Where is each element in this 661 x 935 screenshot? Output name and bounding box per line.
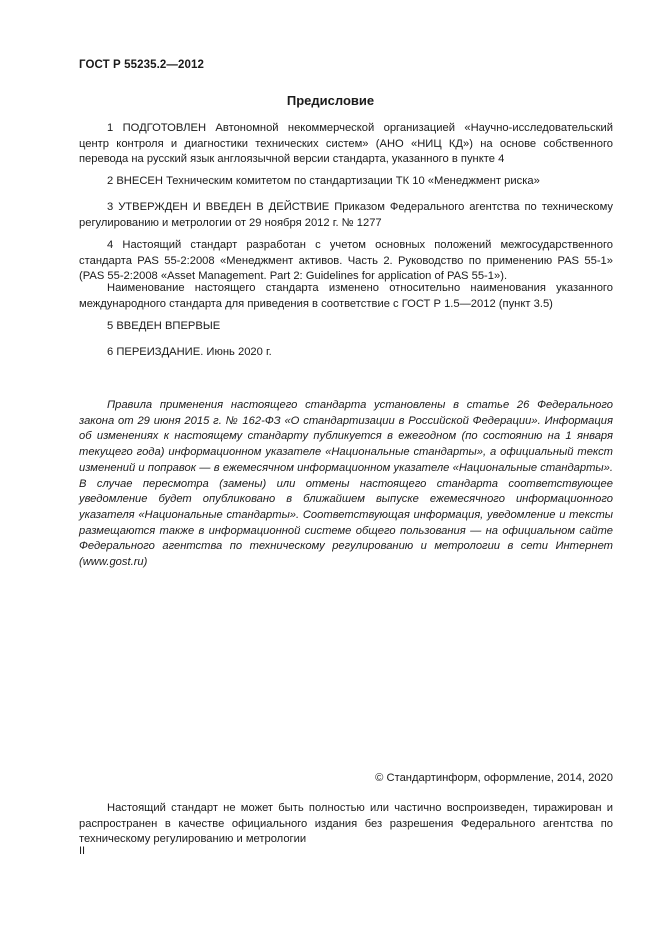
item-text: Настоящий стандарт разработан с учетом основных положений межгосударственного стандарта PAS 55-2:2008 «Менеджмент активов. Часть 2. Руководство по применению PAS 55-1» (PAS 55-2:2008 «Asset Management. Part 2: Guidelines for application of PAS 55-1»).: [79, 239, 614, 282]
foreword-item-4: [79, 238, 613, 285]
item-text: Техническим комитетом по стандартизации ТК 10 «Менеджмент риска»: [162, 175, 540, 187]
page-title: Предисловие: [286, 93, 375, 108]
item-number: 4: [107, 239, 114, 251]
item-text: Наименование настоящего стандарта изменено относительно наименования указанного международного стандарта для приведения в соответствие с ГОСТ Р 1.5—2012 (пункт 3.5): [79, 282, 613, 310]
item-lead: УТВЕРЖДЕН И ВВЕДЕН В ДЕЙСТВИЕ: [118, 201, 330, 213]
foreword-item-4-note: [79, 281, 613, 312]
item-text: Автономной некоммерческой организацией «Научно-исследовательский центр контроля и диагностики технических систем» (АНО «НИЦ КД») на основе собственного перевода на русский язык англоязычной версии стандарта, указанного в пункте 4: [79, 122, 613, 165]
item-number: 1: [107, 122, 114, 134]
copyright-line: © Стандартинформ, оформление, 2014, 2020: [375, 772, 613, 784]
application-rules-notice: Правила применения настоящего стандарта установлены в статье 26 Федерального закона от 29 июня 2015 г. № 162-ФЗ «О стандартизации в Российской Федерации». Информация об изменениях к настоящему стандарту публикуется в ежегодном (по состоянию на 1 января текущего года) информационном указателе «Национальные стандарты», а официальный текст изменений и поправок — в ежемесячном информационном указателе «Национальные стандарты». В случае пересмотра (замены) или отмены настоящего стандарта соответствующее уведомление будет опубликовано в ближайшем выпуске ежемесячного информационного указателя «Национальные стандарты». Соответствующая информация, уведомление и тексты размещаются также в информационной системе общего пользования — на официальном сайте Федерального агентства по техническому регулированию и метрологии в сети Интернет (www.gost.ru): [79, 399, 613, 569]
item-number: 5: [107, 320, 114, 332]
item-text: Приказом Федерального агентства по техническому регулированию и метрологии от 29 ноября 2012 г. № 1277: [79, 201, 614, 229]
item-lead: ВВЕДЕН ВПЕРВЫЕ: [116, 320, 221, 332]
item-number: 3: [107, 201, 114, 213]
item-lead: ПЕРЕИЗДАНИЕ.: [116, 346, 204, 358]
foreword-item-1: [79, 121, 613, 168]
reproduction-notice: Настоящий стандарт не может быть полностью или частично воспроизведен, тиражирован и распространен в качестве официального издания без разрешения Федерального агентства по техническому регулированию и метрологии: [79, 802, 613, 845]
foreword-item-2: [79, 174, 613, 190]
page-number: II: [79, 845, 86, 857]
item-lead: ПОДГОТОВЛЕН: [122, 122, 207, 134]
document-code: ГОСТ Р 55235.2—2012: [79, 59, 204, 71]
foreword-item-5: [79, 319, 613, 335]
foreword-item-6: [79, 345, 613, 361]
item-number: 2: [107, 175, 114, 187]
item-number: 6: [107, 346, 114, 358]
item-text: Июнь 2020 г.: [203, 346, 272, 358]
item-lead: ВНЕСЕН: [116, 175, 163, 187]
foreword-item-3: [79, 200, 613, 231]
